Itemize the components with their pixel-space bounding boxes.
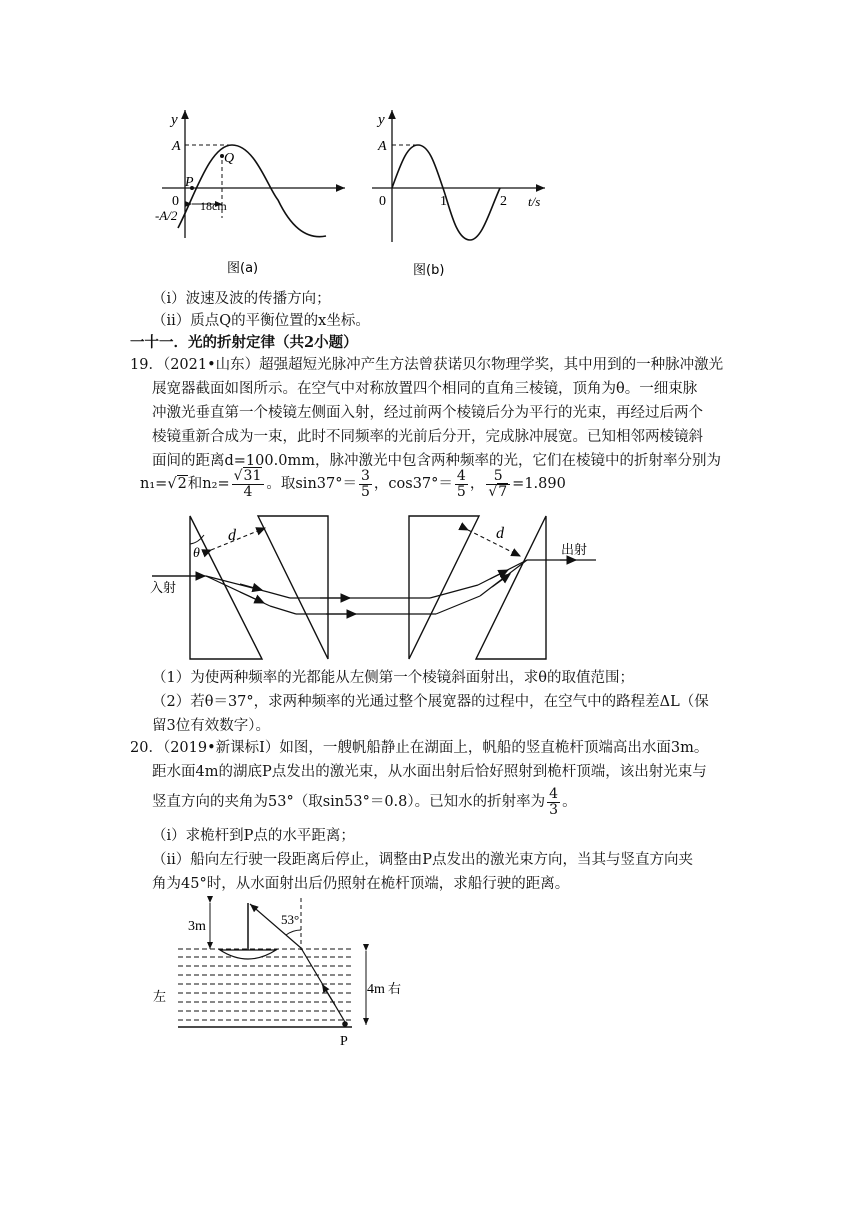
point-p — [342, 1021, 348, 1027]
q19-line-4: 棱镜重新合成为一束，此时不同频率的光前后分开，完成脉冲展宽。已知相邻两棱镜斜 — [152, 429, 703, 445]
q19-part-1: （1）为使两种频率的光都能从左侧第一个棱镜斜面射出，求θ的取值范围； — [152, 670, 634, 686]
cos-text: ，cos37°＝ — [373, 476, 453, 492]
sqrt2-value: 2 — [177, 476, 187, 492]
d-label-1: d — [228, 527, 236, 544]
figure-a-caption: 图(a) — [227, 261, 259, 276]
prism-4 — [476, 516, 546, 659]
q18-part-i: （i）波速及波的传播方向； — [152, 291, 331, 307]
neg-half-amplitude-label: -A/2 — [155, 208, 178, 223]
q20-part-ii-b: 角为45°时，从水面射出后仍照射在桅杆顶端，求船行驶的距离。 — [152, 876, 570, 892]
q20-part-i: （i）求桅杆到P点的水平距离； — [152, 828, 355, 844]
y-label: y — [171, 112, 178, 128]
q19-part-2-b: 留3位有效数字）。 — [152, 718, 270, 734]
figure-b-vibration-graph — [365, 104, 555, 284]
q19-line-3: 冲激光垂直第一个棱镜左侧面入射，经过前两个棱镜后分为平行的光束，再经过后两个 — [152, 405, 703, 421]
wave-curve — [178, 145, 326, 237]
sin37-fraction: $\frac{3}{5}$ — [360, 467, 370, 500]
incident-label: 入射 — [150, 581, 177, 596]
boat-hull — [220, 950, 276, 959]
q19-line-1: 19．（2021•山东）超强超短光脉冲产生方法曾获诺贝尔物理学奖，其中用到的一种脉冲激光 — [130, 357, 724, 373]
point-p-label: P — [185, 175, 194, 190]
q20-line-3: 竖直方向的夹角为53°（取sin53°＝0.8）。已知水的折射率为 $\frac{4}{3}$ 。 — [152, 785, 577, 818]
water-surface — [178, 949, 352, 1020]
d-label-2: d — [496, 525, 504, 542]
section-heading: 一十一．光的折射定律（共2小题） — [130, 334, 358, 351]
q19-line-2: 展宽器截面如图所示。在空气中对称放置四个相同的直角三棱镜，顶角为θ。一细束脉 — [152, 381, 698, 397]
n1-label: n₁= — [140, 476, 168, 492]
q19-formula-line: n₁=√2和n₂= $\frac{√31}{4}$ 。取sin37°＝ $\frac{3}{5}$ ，cos37°＝ $\frac{4}{5}$ ， $\frac{5}{√7}$ =1.890 — [140, 467, 566, 500]
and-text: 和 — [187, 476, 203, 492]
t-axis-label: t/s — [528, 194, 541, 209]
take-text: 。取sin37°＝ — [266, 476, 357, 492]
amplitude-label: A — [172, 139, 181, 154]
q19-line-5: 面间的距离d=100.0mm，脉冲激光中包含两种频率的光，它们在棱镜中的折射率分别为 — [152, 453, 721, 469]
q20-part-ii-a: （ii）船向左行驶一段距离后停止，调整由P点发出的激光束方向，当其与竖直方向夹 — [152, 852, 694, 868]
left-label: 左 — [153, 990, 167, 1005]
vibration-curve — [392, 145, 500, 240]
q20-line-2: 距水面4m的湖底P点发出的激光束，从水面出射后恰好照射到桅杆顶端，该出射光束与 — [152, 764, 707, 780]
point-p-label-b: P — [340, 1034, 348, 1049]
amplitude-label-b: A — [378, 139, 387, 154]
figure-a-wave-graph — [140, 104, 350, 284]
q18-part-ii: （ii）质点Q的平衡位置的x坐标。 — [152, 313, 370, 329]
q19-part-2-a: （2）若θ＝37°，求两种频率的光通过整个展宽器的过程中，在空气中的路程差ΔL（保 — [152, 694, 709, 710]
n2-label: n₂= — [202, 476, 230, 492]
output-label: 出射 — [561, 543, 588, 558]
angle-53-label: 53° — [281, 912, 300, 927]
ratio-fraction: $\frac{5}{√7}$ — [486, 469, 510, 500]
prism-stretcher-figure — [140, 508, 610, 663]
figure-b-caption: 图(b) — [413, 263, 445, 278]
n2-fraction: $\frac{√31}{4}$ — [232, 469, 265, 500]
sailboat-laser-figure — [140, 895, 410, 1055]
q20-line-1: 20．（2019•新课标Ⅰ）如图，一艘帆船静止在湖面上，帆船的竖直桅杆顶端高出水面3m。 — [130, 740, 709, 756]
sqrt31-value: 31 — [243, 467, 262, 484]
depth-4m-label: 4m — [367, 982, 385, 997]
refractive-index-fraction: $\frac{4}{3}$ — [549, 785, 559, 818]
y-label-b: y — [378, 112, 385, 128]
prism-2 — [258, 516, 328, 659]
origin-label-b: 0 — [379, 194, 386, 209]
cos37-fraction: $\frac{4}{5}$ — [456, 467, 466, 500]
tick-2-label: 2 — [500, 194, 507, 209]
distance-label: 18cm — [200, 199, 227, 213]
right-label: 右 — [388, 982, 402, 997]
height-3m-label: 3m — [188, 919, 206, 934]
origin-label: 0 — [172, 194, 179, 209]
ratio-value: =1.890 — [512, 476, 566, 492]
point-q-label: Q — [224, 151, 235, 166]
tick-1-label: 1 — [440, 194, 447, 209]
theta-label: θ — [193, 546, 200, 561]
